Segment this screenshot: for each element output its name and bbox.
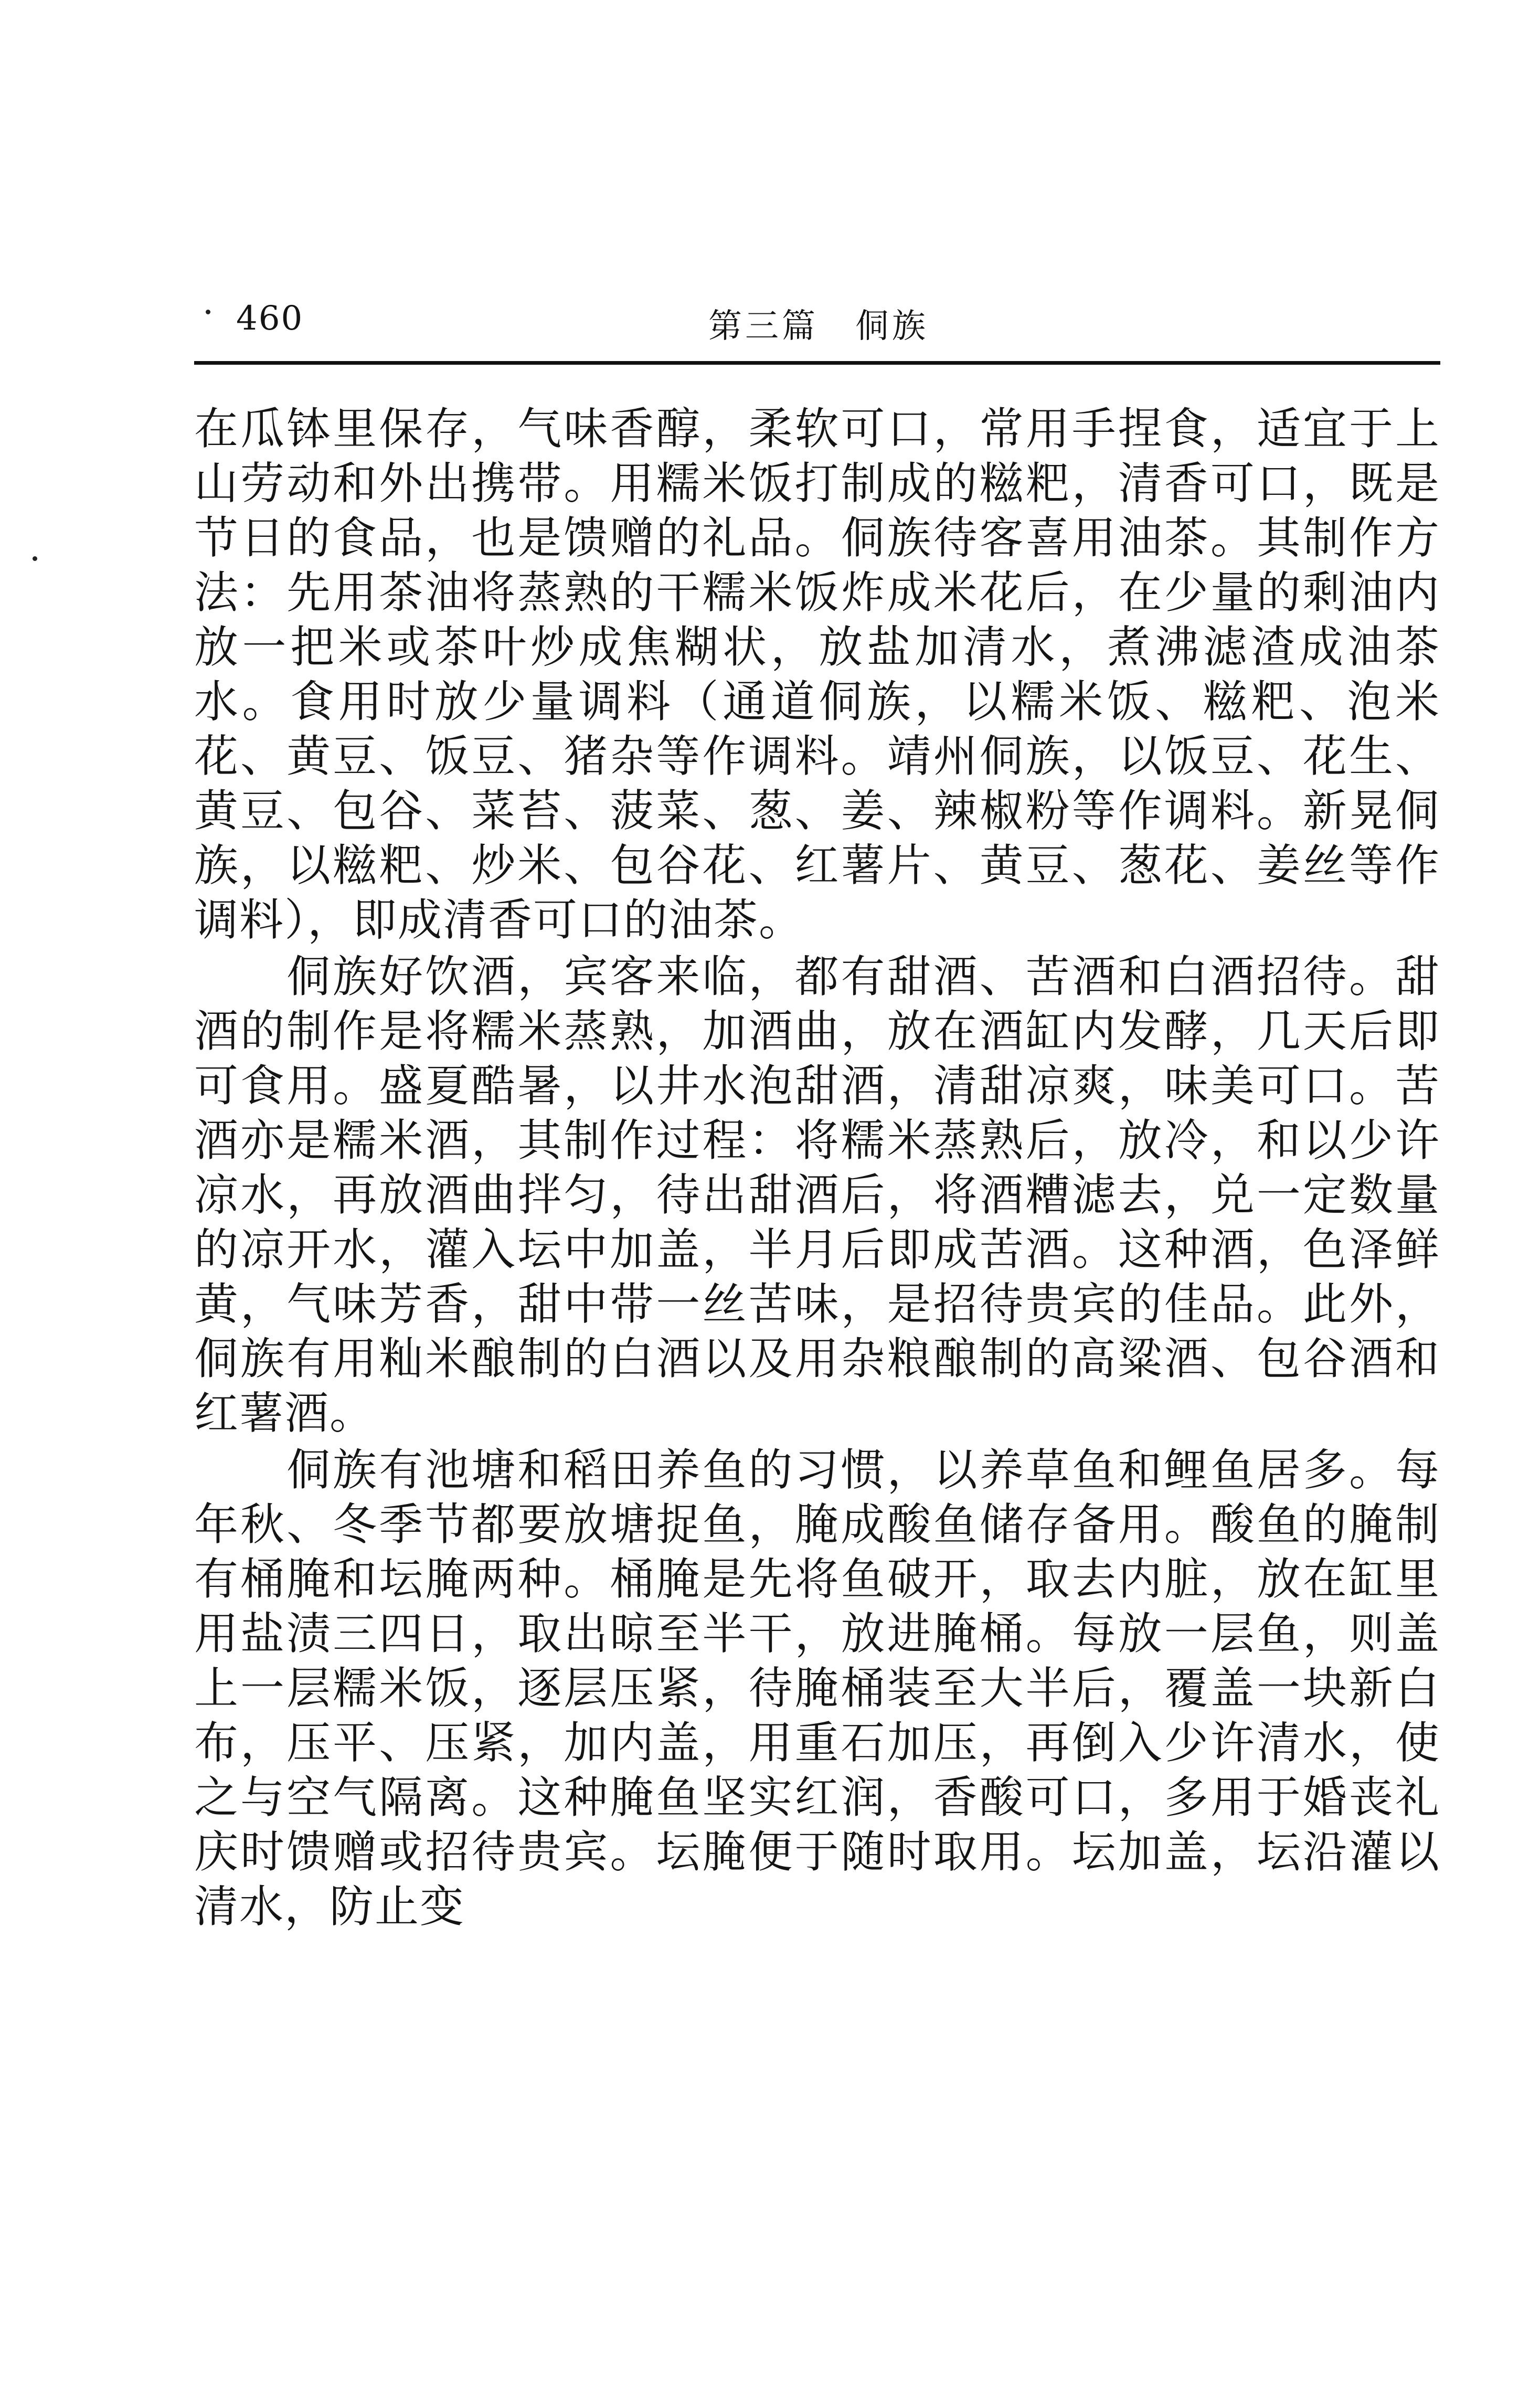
paragraph-2: 侗族好饮酒，宾客来临，都有甜酒、苦酒和白酒招待。甜酒的制作是将糯米蒸熟，加酒曲，放在酒缸内发酵，几天后即可食用。盛夏酷暑，以井水泡甜酒，清甜凉爽，味美可口。苦酒亦是糯米酒，其制作过程：将糯米蒸熟后，放冷，和以少许凉水，再放酒曲拌匀，待出甜酒后，将酒糟滤去，兑一定数量的凉开水，灌入坛中加盖，半月后即成苦酒。这种酒，色泽鲜黄，气味芳香，甜中带一丝苦味，是招待贵宾的佳品。此外，侗族有用籼米酿制的白酒以及用杂粮酿制的高粱酒、包谷酒和红薯酒。 bbox=[194, 951, 1440, 1439]
page-header bbox=[194, 294, 1440, 352]
scan-speck bbox=[206, 310, 210, 314]
scan-speck bbox=[33, 556, 37, 561]
paragraph-1: 在瓜钵里保存，气味香醇，柔软可口，常用手捏食，适宜于上山劳动和外出携带。用糯米饭打制成的糍粑，清香可口，既是节日的食品，也是馈赠的礼品。侗族待客喜用油茶。其制作方法：先用茶油将蒸熟的干糯米饭炸成米花后，在少量的剩油内放一把米或茶叶炒成焦糊状，放盐加清水，煮沸滤渣成油茶水。食用时放少量调料（通道侗族，以糯米饭、糍粑、泡米花、黄豆、饭豆、猪杂等作调料。靖州侗族，以饭豆、花生、黄豆、包谷、菜苔、菠菜、葱、姜、辣椒粉等作调料。新晃侗族，以糍粑、炒米、包谷花、红薯片、黄豆、葱花、姜丝等作调料），即成清香可口的油茶。 bbox=[194, 403, 1440, 946]
body-text bbox=[194, 401, 1440, 1934]
page-number: 460 bbox=[236, 299, 304, 338]
header-rule bbox=[194, 361, 1440, 365]
running-title: 第三篇 侗族 bbox=[708, 307, 929, 346]
paragraph-3: 侗族有池塘和稻田养鱼的习惯，以养草鱼和鲤鱼居多。每年秋、冬季节都要放塘捉鱼，腌成酸鱼储存备用。酸鱼的腌制有桶腌和坛腌两种。桶腌是先将鱼破开，取去内脏，放在缸里用盐渍三四日，取出晾至半干，放进腌桶。每放一层鱼，则盖上一层糯米饭，逐层压紧，待腌桶装至大半后，覆盖一块新白布，压平、压紧，加内盖，用重石加压，再倒入少许清水，使之与空气隔离。这种腌鱼坚实红润，香酸可口，多用于婚丧礼庆时馈赠或招待贵宾。坛腌便于随时取用。坛加盖，坛沿灌以清水，防止变 bbox=[194, 1444, 1440, 1932]
